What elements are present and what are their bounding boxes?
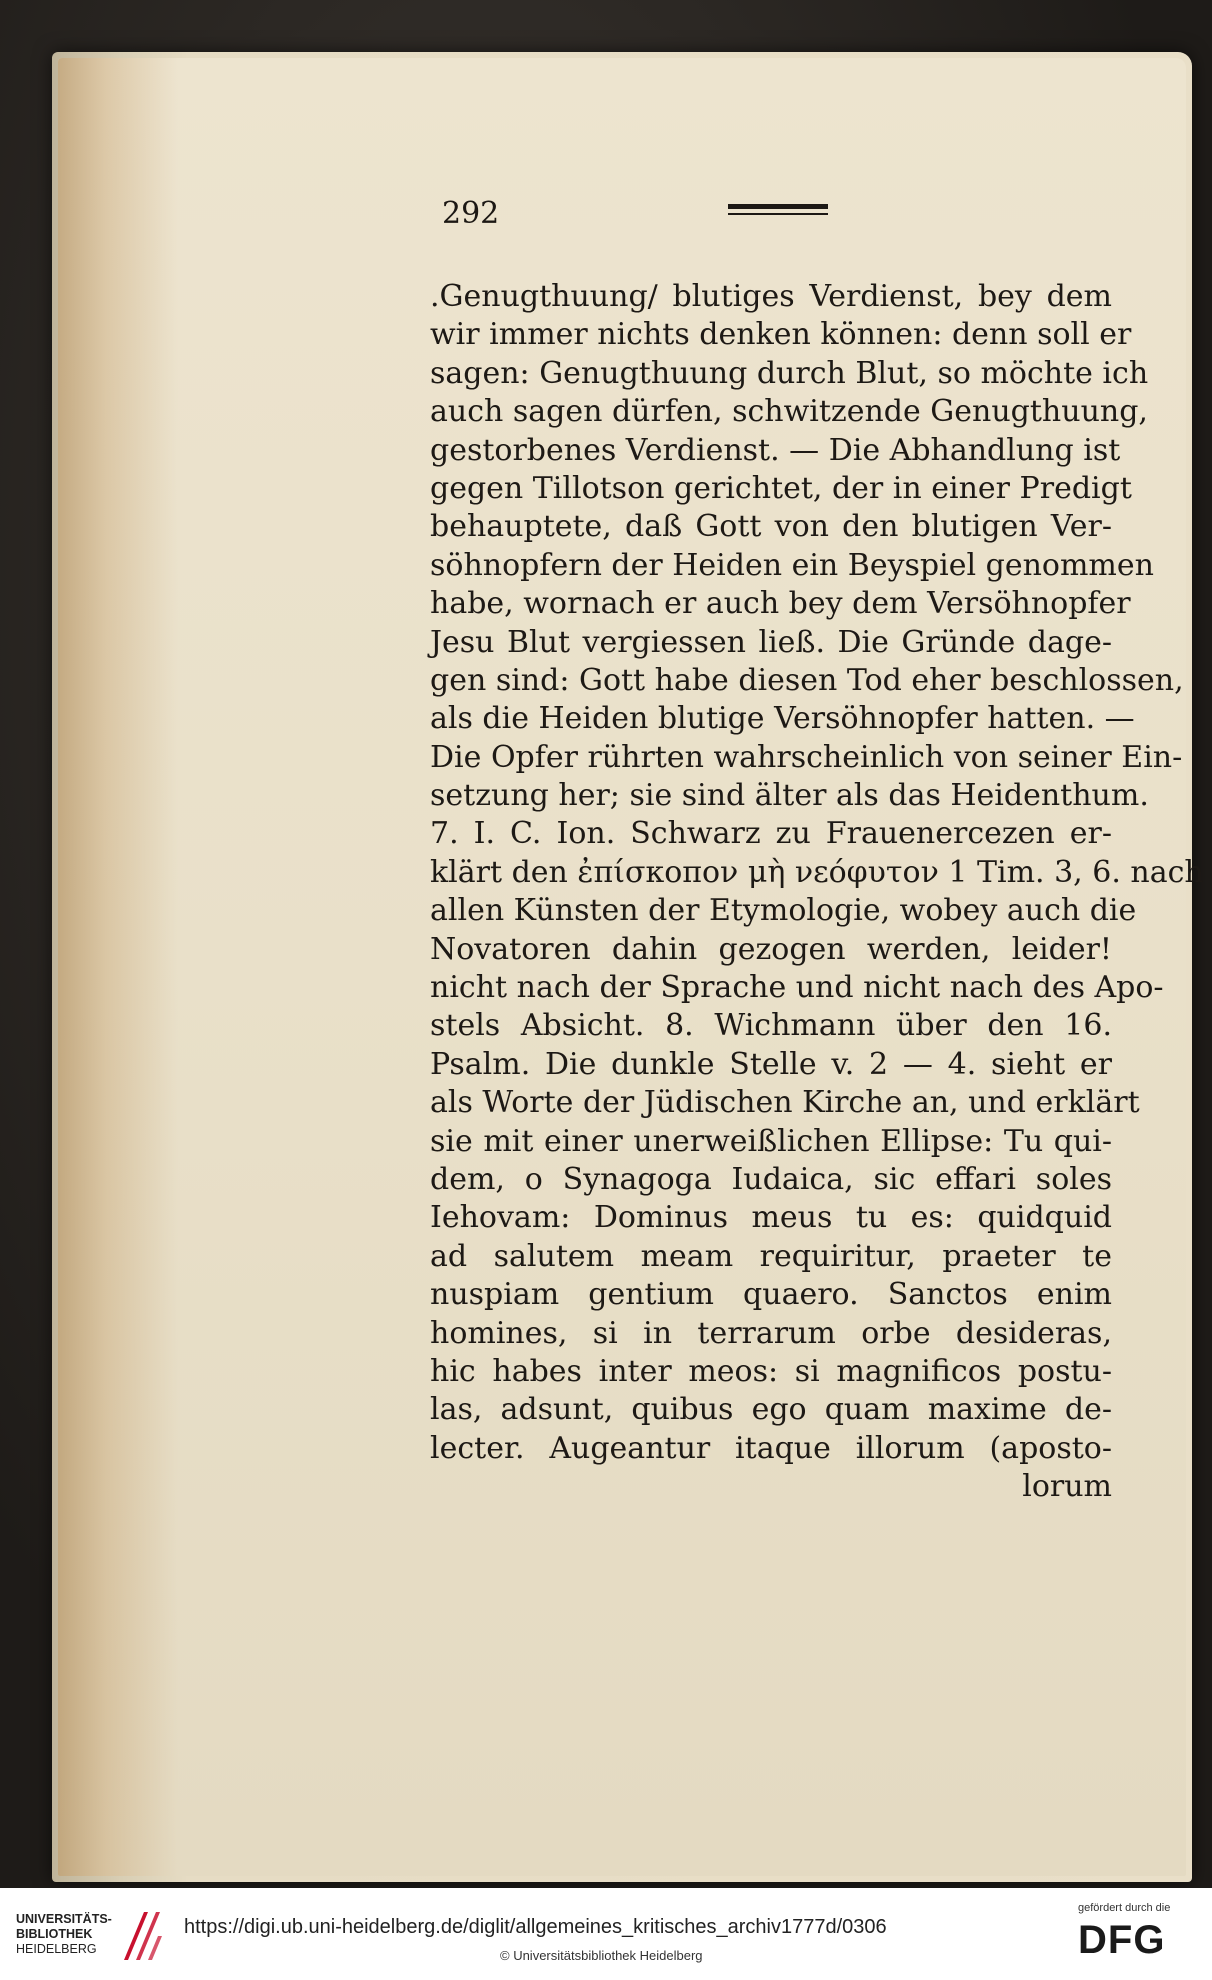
text-line: klärt den ἐπίσκοπον μὴ νεόφυτον 1 Tim. 3, 6. nach [430, 854, 1204, 890]
text-line: nicht nach der Sprache und nicht nach des Apo- [430, 970, 1164, 1006]
text-line: dem, o Synagoga Iudaica, sic effari soles [430, 1161, 1112, 1197]
text-line: Novatoren dahin gezogen werden, leider! [430, 931, 1112, 967]
library-logo-icon[interactable] [118, 1906, 164, 1964]
text-line: setzung her; sie sind älter als das Heidenthum. [430, 778, 1149, 814]
text-line: lecter. Augeantur itaque illorum (aposto- [430, 1430, 1112, 1466]
text-line: als die Heiden blutige Versöhnopfer hatten. — [430, 701, 1135, 737]
text-line: Iehovam: Dominus meus tu es: quidquid [430, 1200, 1112, 1236]
text-line: gen sind: Gott habe diesen Tod eher beschlossen, [430, 662, 1184, 698]
text-line: nuspiam gentium quaero. Sanctos enim [430, 1277, 1112, 1313]
page-gutter-stain [58, 58, 178, 1876]
text-line: las, adsunt, quibus ego quam maxime de- [430, 1392, 1112, 1428]
library-name-line: UNIVERSITÄTS- [16, 1912, 112, 1926]
page-number: 292 [442, 196, 500, 231]
header-rule [728, 204, 828, 218]
text-line: sie mit einer unerweißlichen Ellipse: Tu qui- [430, 1123, 1112, 1159]
text-line: als Worte der Jüdischen Kirche an, und erklärt [430, 1085, 1140, 1121]
text-line: behauptete, daß Gott von den blutigen Ver- [430, 509, 1112, 545]
text-line: lorum [1022, 1469, 1112, 1505]
text-line: gestorbenes Verdienst. — Die Abhandlung ist [430, 432, 1121, 468]
text-line: hic habes inter meos: si magnificos postu- [430, 1353, 1112, 1389]
footer-bar [0, 1888, 1212, 1980]
text-line: gegen Tillotson gerichtet, der in einer Predigt [430, 470, 1132, 506]
body-text [430, 278, 1204, 1507]
library-name-line: HEIDELBERG [16, 1942, 97, 1956]
copyright-notice: © Universitätsbibliothek Heidelberg [500, 1948, 703, 1963]
text-line: Die Opfer rührten wahrscheinlich von seiner Ein- [430, 739, 1183, 775]
library-name-line: BIBLIOTHEK [16, 1927, 93, 1941]
funded-by-label: gefördert durch die [1078, 1902, 1171, 1914]
dfg-logo[interactable]: DFG [1078, 1918, 1166, 1962]
permalink-url[interactable]: https://digi.ub.uni-heidelberg.de/diglit/allgemeines_kritisches_archiv1777d/0306 [184, 1916, 887, 1938]
text-line: söhnopfern der Heiden ein Beyspiel genommen [430, 547, 1154, 583]
text-line: ad salutem meam requiritur, praeter te [430, 1238, 1112, 1274]
text-line: allen Künsten der Etymologie, wobey auch die [430, 893, 1137, 929]
text-line: stels Absicht. 8. Wichmann über den 16. [430, 1008, 1112, 1044]
text-line: Psalm. Die dunkle Stelle v. 2 — 4. sieht er [430, 1046, 1112, 1082]
text-line: 7. I. C. Ion. Schwarz zu Frauenercezen er- [430, 816, 1112, 852]
text-line: auch sagen dürfen, schwitzende Genugthuung, [430, 394, 1148, 430]
text-line: .Genugthuung/ blutiges Verdienst, bey dem [430, 279, 1112, 314]
text-line: Jesu Blut vergiessen ließ. Die Gründe dage- [430, 624, 1112, 660]
text-line: habe, wornach er auch bey dem Versöhnopfer [430, 586, 1131, 622]
text-line: sagen: Genugthuung durch Blut, so möchte ich [430, 355, 1149, 391]
library-logo-text[interactable] [16, 1912, 112, 1957]
text-line: homines, si in terrarum orbe desideras, [430, 1315, 1112, 1351]
text-line: wir immer nichts denken können: denn soll er [430, 317, 1132, 353]
